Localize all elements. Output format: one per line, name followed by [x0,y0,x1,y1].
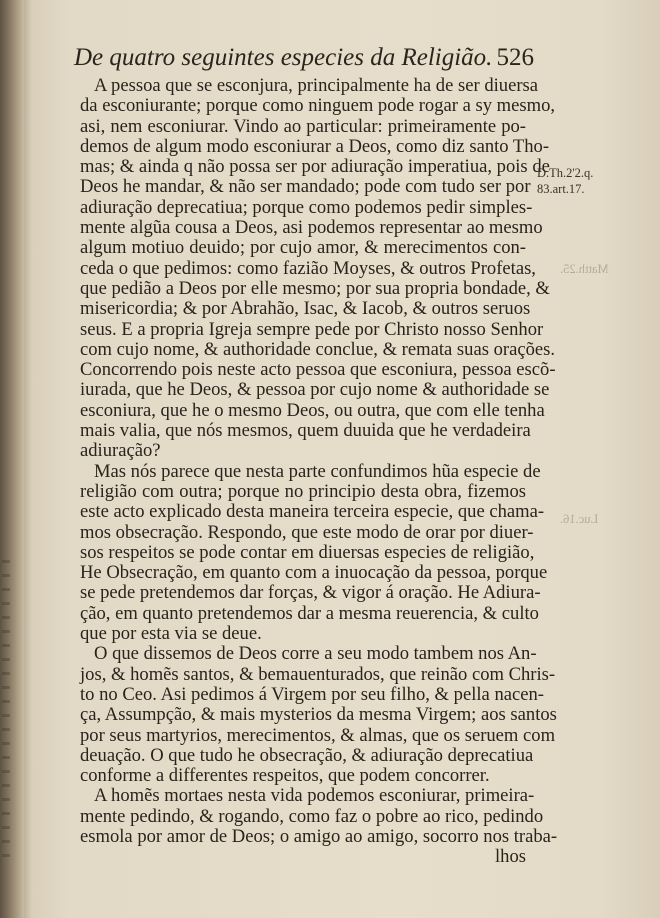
text-line: A pessoa que se esconjura, principalmente ha de ser diuersa [94,75,539,96]
text-line: esmola por amor de Deos; o amigo ao amigo, socorro nos traba- [80,825,558,847]
text-line: Mas nós parece que nesta parte confundimos hũa especie de [94,460,541,482]
text-line: adiuração deprecatiua; porque como podemos pedir simples- [80,196,533,218]
text-line: com cujo nome, & authoridade conclue, & remata suas orações. [80,338,556,360]
text-line: mais valia, que nós mesmos, quem duuida que he verdadeira [80,420,531,442]
text-line: algum motiuo deuido; por cujo amor, & merecimentos con- [80,237,526,259]
show-through-note: Matth.25. [560,262,609,276]
text-line: to no Ceo. Asi pedimos á Virgem por seu filho, & pella nacen- [80,683,544,705]
text-line: se pede pretendemos dar forças, & vigor á oração. He Adiura- [80,582,541,604]
text-line: por seus martyrios, merecimentos, & almas, que os seruem com [80,724,556,746]
text-line: iurada, que he Deos, & pessoa por cujo nome & authoridade se [80,379,550,401]
text-line: jos, & homẽs santos, & bemauenturados, que reinão com Chris- [80,663,556,685]
margin-note-reference: D.Th.2'2.q. [537,166,594,180]
body-text [80,75,558,868]
running-title: De quatro seguintes especies da Religião. [74,44,493,71]
text-line: adiuração? [80,440,161,462]
text-line: conforme a differentes respeitos, que podem concorrer. [80,765,490,787]
text-line: ceda o que pedimos: como fazião Moyses, & outros Profetas, [80,257,536,279]
text-line: He Obsecração, em quanto com a inuocação da pessoa, porque [80,562,548,584]
show-through-note: Luc.16. [560,512,599,526]
text-line: religião com outra; porque no principio desta obra, fizemos [80,480,526,502]
text-line: mente pedindo, & rogando, como faz o pobre ao rico, pedindo [80,805,544,827]
text-line: que por esta via se deue. [80,623,262,645]
text-line: esconiura, que he o mesmo Deos, ou outra, que com elle tenha [80,399,545,421]
text-line: Deos he mandar, & não ser mandado; pode com tudo ser por [80,176,531,198]
catchword: lhos [495,846,526,868]
page-number: 526 [496,44,534,71]
text-line: misericordia; & por Abrahão, Isac, & Iacob, & outros seruos [80,298,531,320]
text-line: deuação. O que tudo he obsecração, & adiuração deprecatiua [80,744,534,766]
text-line: ção, em quanto pretendemos dar a mesma reuerencia, & culto [80,602,539,624]
text-line: mente algũa cousa a Deos, asi podemos representar ao mesmo [80,217,543,239]
text-line: Concorrendo pois neste acto pessoa que esconiura, pessoa escõ- [80,359,556,381]
text-line: seus. E a propria Igreja sempre pede por Christo nosso Senhor [80,318,544,340]
text-line: mas; & ainda q não possa ser por adiuração imperatiua, pois de [80,156,550,178]
text-line: demos de algum modo esconiurar a Deos, como diz santo Tho- [80,135,550,157]
text-line: este acto explicado desta maneira terceira especie, que chama- [80,501,545,523]
page-edge-marks [2,560,10,860]
text-line: O que dissemos de Deos corre a seu modo tambem nos An- [94,643,537,665]
text-line: mos obsecração. Respondo, que este modo de orar por diuer- [80,521,534,543]
running-header [74,44,534,72]
text-line: que pedião a Deos por elle mesmo; por sua propria bondade, & [80,277,550,299]
text-line: A homẽs mortaes nesta vida podemos esconiurar, primeira- [94,785,535,807]
text-line: asi, nem esconiurar. Vindo ao particular: primeiramente po- [80,115,526,137]
text-line: ça, Assumpção, & mais mysterios da mesma Virgem; aos santos [80,704,557,726]
text-line: sos respeitos se pode contar em diuersas especies de religião, [80,541,535,563]
margin-note-reference: 83.art.17. [537,182,585,196]
text-line: da esconiurante; porque como ninguem pode rogar a sy mesmo, [80,95,556,117]
previous-page-edge [0,0,24,918]
